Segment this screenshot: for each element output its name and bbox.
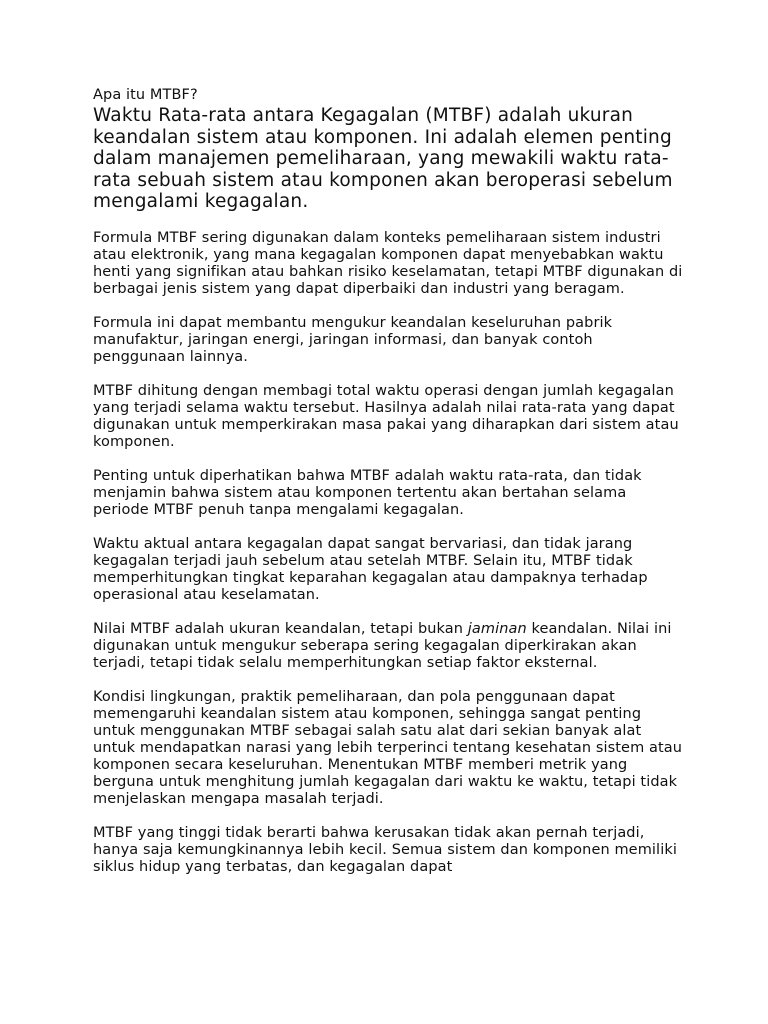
paragraph-average-note: Penting untuk diperhatikan bahwa MTBF adalah waktu rata-rata, dan tidak menjamin bahwa sistem atau komponen tertentu akan bertahan selama periode MTBF penuh tanpa mengalami kegagalan. — [93, 467, 642, 518]
paragraph-formula-usage: Formula MTBF sering digunakan dalam konteks pemeliharaan sistem industri atau elektronik, yang mana kegagalan komponen dapat menyebabkan waktu henti yang signifikan atau bahkan risiko keselamatan, tetapi MTBF digunakan di berbagai jenis sistem yang dapat diperbaiki dan industri yang beragam. — [93, 229, 683, 297]
paragraph-formula-benefit: Formula ini dapat membantu mengukur keandalan keseluruhan pabrik manufaktur, jaringan energi, jaringan informasi, dan banyak contoh penggunaan lainnya. — [93, 314, 613, 365]
emphasis-jaminan: jaminan — [467, 620, 527, 637]
document-heading: Apa itu MTBF? — [93, 87, 198, 103]
paragraph-guarantee-before: Nilai MTBF adalah ukuran keandalan, tetapi bukan — [93, 620, 468, 637]
paragraph-high-mtbf: MTBF yang tinggi tidak berarti bahwa kerusakan tidak akan pernah terjadi, hanya saja kemungkinannya lebih kecil. Semua sistem dan komponen memiliki siklus hidup yang terbatas, dan kegagalan dapat — [93, 824, 677, 875]
lead-paragraph: Waktu Rata-rata antara Kegagalan (MTBF) adalah ukuran keandalan sistem atau komponen. Ini adalah elemen penting dalam manajemen pemeliharaan, yang mewakili waktu rata-rata sebuah sistem atau komponen akan beroperasi sebelum mengalami kegagalan. — [93, 105, 673, 212]
paragraph-variation: Waktu aktual antara kegagalan dapat sangat bervariasi, dan tidak jarang kegagalan terjadi jauh sebelum atau setelah MTBF. Selain itu, MTBF tidak memperhitungkan tingkat keparahan kegagalan atau dampaknya terhadap operasional atau keselamatan. — [93, 535, 648, 603]
paragraph-guarantee-after: keandalan. Nilai ini digunakan untuk mengukur seberapa sering kegagalan diperkirakan akan terjadi, tetapi tidak selalu memperhitungkan setiap faktor eksternal. — [93, 620, 672, 671]
paragraph-guarantee — [93, 621, 683, 672]
document-page — [93, 86, 683, 893]
paragraph-calculation: MTBF dihitung dengan membagi total waktu operasi dengan jumlah kegagalan yang terjadi selama waktu tersebut. Hasilnya adalah nilai rata-rata yang dapat digunakan untuk memperkirakan masa pakai yang diharapkan dari sistem atau komponen. — [93, 382, 679, 450]
paragraph-conditions: Kondisi lingkungan, praktik pemeliharaan, dan pola penggunaan dapat memengaruhi keandalan sistem atau komponen, sehingga sangat penting untuk menggunakan MTBF sebagai salah satu alat dari sekian banyak alat untuk mendapatkan narasi yang lebih terperinci tentang kesehatan sistem atau komponen secara keseluruhan. Menentukan MTBF memberi metrik yang berguna untuk menghitung jumlah kegagalan dari waktu ke waktu, tetapi tidak menjelaskan mengapa masalah terjadi. — [93, 688, 683, 807]
